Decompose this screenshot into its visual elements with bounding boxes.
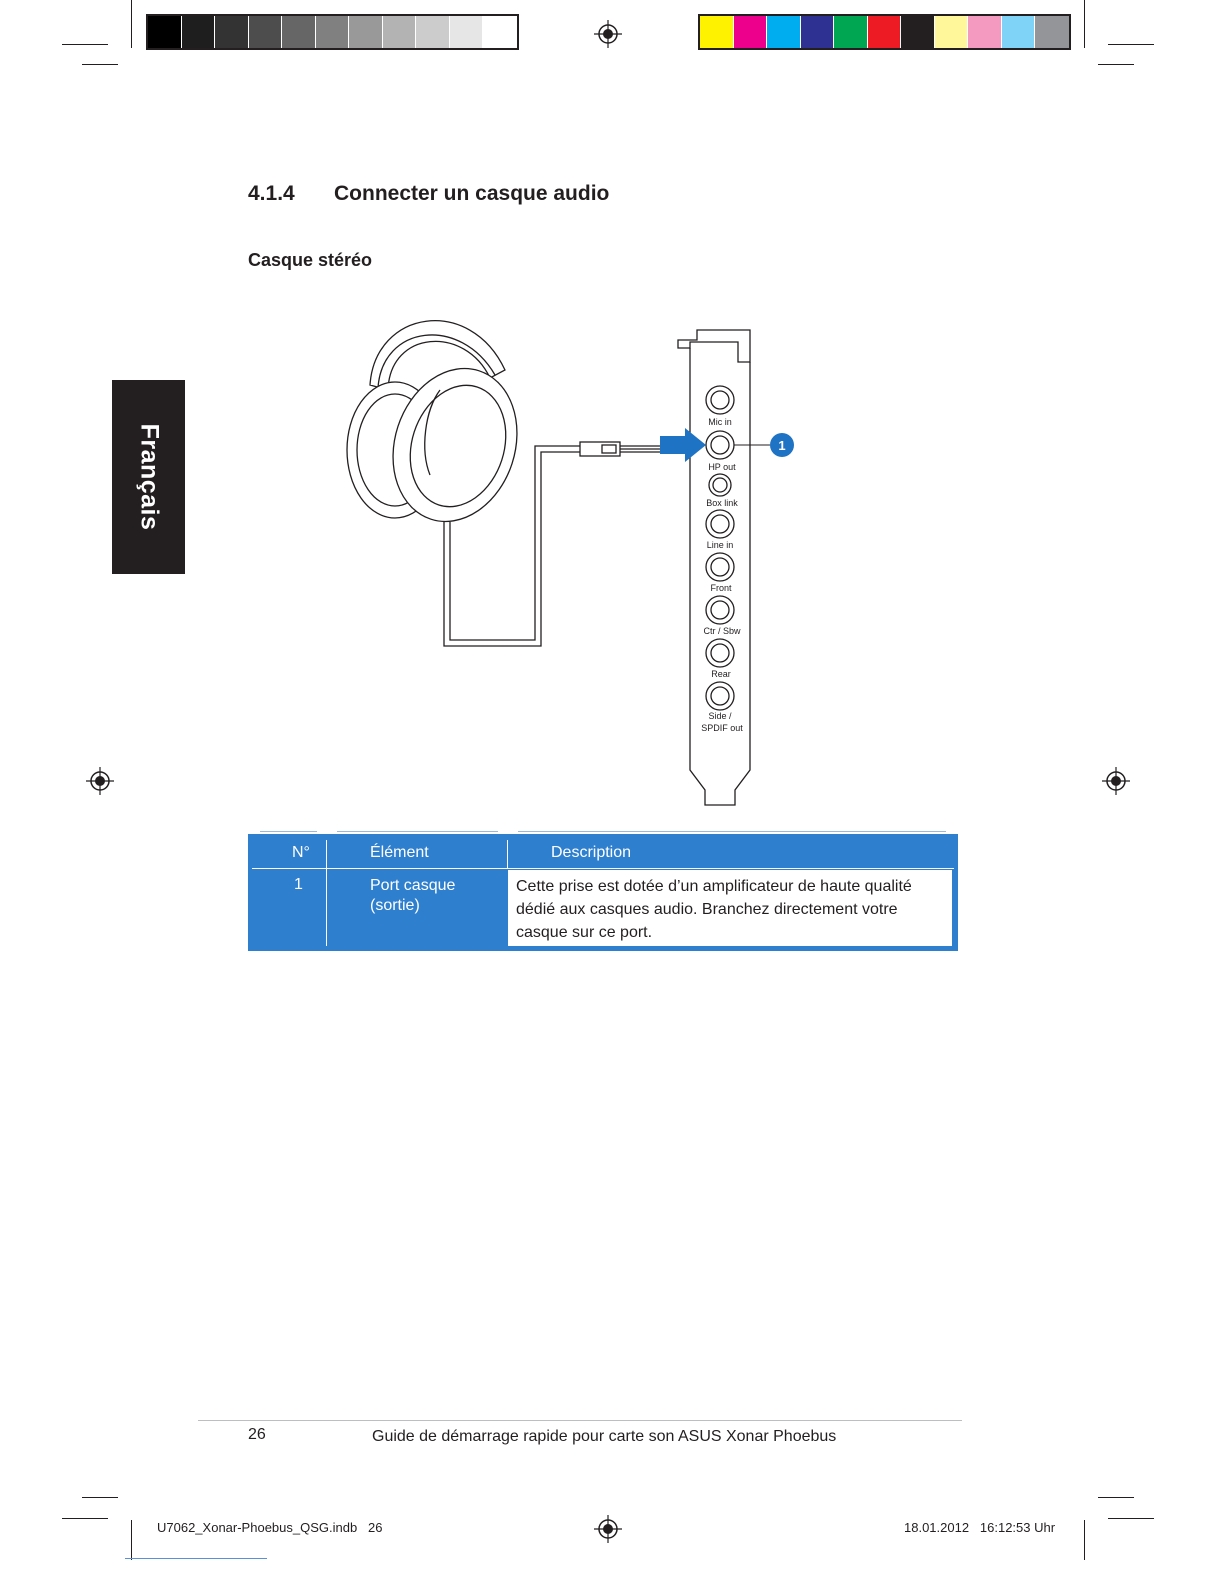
color-swatch xyxy=(868,16,902,48)
color-swatch xyxy=(767,16,801,48)
color-swatch xyxy=(282,16,316,48)
port-label: Front xyxy=(710,583,732,593)
crop-mark xyxy=(62,1518,108,1519)
items-table xyxy=(248,834,958,951)
subheading: Casque stéréo xyxy=(248,250,373,270)
crop-mark xyxy=(62,44,108,45)
color-swatch xyxy=(1035,16,1069,48)
color-swatch xyxy=(801,16,835,48)
registration-mark-icon xyxy=(594,1515,622,1543)
crop-mark xyxy=(1098,64,1134,65)
crop-mark xyxy=(82,1497,118,1498)
port-label: HP out xyxy=(708,462,736,472)
color-swatch xyxy=(249,16,283,48)
color-swatch xyxy=(316,16,350,48)
header-number: N° xyxy=(292,844,310,861)
section-number: 4.1.4 xyxy=(248,182,295,205)
header-divider xyxy=(252,868,954,869)
color-swatch xyxy=(148,16,182,48)
audio-jack-front-icon xyxy=(706,553,734,581)
header-element: Élément xyxy=(370,844,429,861)
port-label: SPDIF out xyxy=(701,723,743,733)
page-number: 26 xyxy=(248,1426,266,1443)
crop-mark xyxy=(131,1520,132,1560)
section-title: Connecter un casque audio xyxy=(334,182,610,205)
color-swatch xyxy=(416,16,450,48)
color-swatch xyxy=(968,16,1002,48)
audio-jack-line-in-icon xyxy=(706,510,734,538)
table-rule xyxy=(337,831,498,832)
crop-mark xyxy=(1108,44,1154,45)
slug-filename: U7062_Xonar-Phoebus_QSG.indb 26 xyxy=(157,1520,383,1535)
audio-jack-box-link-icon xyxy=(709,474,731,496)
table-rule xyxy=(518,831,946,832)
headphone-connection-figure xyxy=(330,300,810,815)
row-description-line: Cette prise est dotée d’un amplificateur de haute qualité xyxy=(516,878,912,895)
registration-mark-icon xyxy=(1102,767,1130,795)
port-label: Ctr / Sbw xyxy=(703,626,741,636)
language-tab xyxy=(112,380,185,574)
row-description xyxy=(508,870,952,946)
registration-mark-icon xyxy=(594,20,622,48)
row-number: 1 xyxy=(294,876,303,893)
crop-mark xyxy=(1084,1520,1085,1560)
color-swatch xyxy=(700,16,734,48)
footer-title: Guide de démarrage rapide pour carte son ASUS Xonar Phoebus xyxy=(372,1428,837,1445)
callout-number: 1 xyxy=(778,438,786,453)
footer-rule xyxy=(198,1420,962,1421)
row-description-line: casque sur ce port. xyxy=(516,924,653,941)
slug-underline xyxy=(125,1558,267,1559)
port-label: Mic in xyxy=(708,417,732,427)
port-label: Rear xyxy=(711,669,731,679)
crop-mark xyxy=(1108,1518,1154,1519)
column-divider xyxy=(326,840,327,946)
crop-mark xyxy=(1098,1497,1134,1498)
color-swatch xyxy=(483,16,517,48)
color-swatch xyxy=(734,16,768,48)
process-color-bar xyxy=(698,14,1071,50)
insert-arrow-icon xyxy=(660,428,706,462)
color-swatch xyxy=(901,16,935,48)
column-divider xyxy=(507,840,508,868)
port-label: Side / xyxy=(708,711,732,721)
port-label: Line in xyxy=(706,540,734,550)
soundcard-bracket xyxy=(678,330,750,362)
table-header xyxy=(248,834,958,868)
color-swatch xyxy=(935,16,969,48)
color-swatch xyxy=(349,16,383,48)
registration-mark-icon xyxy=(86,767,114,795)
row-element xyxy=(370,876,455,916)
color-swatch xyxy=(383,16,417,48)
color-swatch xyxy=(215,16,249,48)
language-tab-label: Français xyxy=(135,423,163,531)
audio-jack-mic-in-icon xyxy=(706,386,734,414)
crop-mark xyxy=(82,64,118,65)
table-rule xyxy=(260,831,317,832)
audio-jack-side-icon xyxy=(706,682,734,710)
audio-jack-hp-out-icon xyxy=(706,431,734,459)
row-element-line: Port casque xyxy=(370,877,456,894)
header-description: Description xyxy=(551,844,632,861)
row-element-line: (sortie) xyxy=(370,897,420,914)
crop-mark xyxy=(1084,0,1085,48)
row-description-line: dédié aux casques audio. Branchez directement votre xyxy=(516,901,898,918)
audio-jack-rear-icon xyxy=(706,639,734,667)
color-swatch xyxy=(834,16,868,48)
color-swatch xyxy=(182,16,216,48)
port-label: Box link xyxy=(706,498,738,508)
crop-mark xyxy=(131,0,132,48)
color-swatch xyxy=(1002,16,1036,48)
audio-jack-ctr-sbw-icon xyxy=(706,596,734,624)
jack-plug-icon xyxy=(580,442,620,456)
color-swatch xyxy=(450,16,484,48)
slug-date: 18.01.2012 16:12:53 Uhr xyxy=(904,1520,1056,1535)
grayscale-color-bar xyxy=(146,14,519,50)
